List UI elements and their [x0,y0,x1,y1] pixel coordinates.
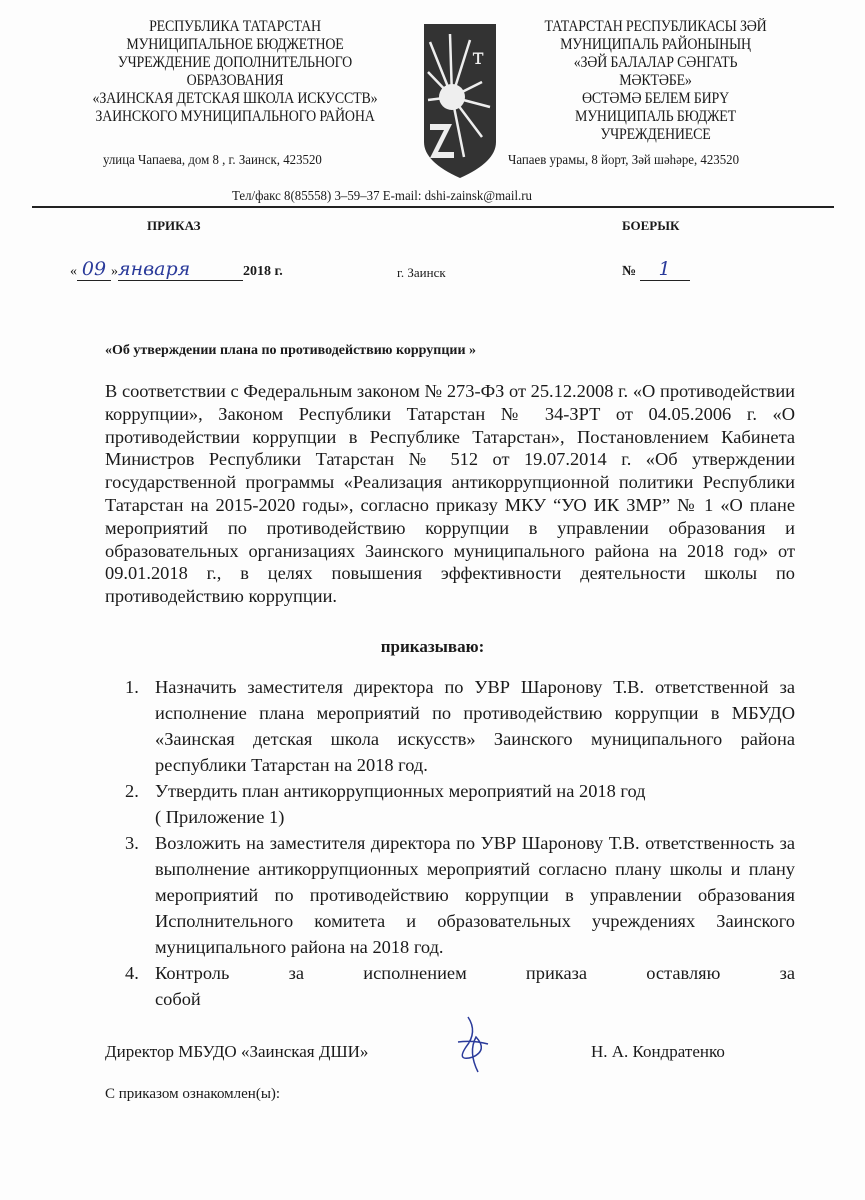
header-left-russian [60,18,411,126]
header-divider [32,206,834,208]
number-label: № [622,264,637,279]
date-year: 2018 г. [243,264,283,279]
item-text: Назначить заместителя директора по УВР Шаронову Т.В. ответственной за исполнение плана мероприятий по противодействию коррупции в МБУДО «Заинская детская школа искусств» Заинского муниципального района республики Татарстан на 2018 год. [155,677,795,775]
handwritten-signature [448,1012,498,1082]
address-tatar: Чапаев урамы, 8 йорт, Зәй шәһәре, 423520 [508,153,740,168]
item-subtext: ( Приложение 1) [155,807,285,827]
header-line: ЗАИНСКОГО МУНИЦИПАЛЬНОГО РАЙОНА [95,108,375,125]
svg-text:т: т [472,45,485,70]
list-item [105,960,795,1012]
coat-of-arms-logo [422,22,498,180]
orders-heading: приказываю: [380,637,485,656]
contacts: Тел/факс 8(85558) 3–59–37 E-mail: dshi-zainsk@mail.ru [232,189,532,204]
acquainted-label: С приказом ознакомлен(ы): [105,1086,281,1102]
item-number: 1. [125,677,139,697]
list-item [105,778,795,830]
address-russian: улица Чапаева, дом 8 , г. Заинск, 423520 [103,153,322,168]
date-month: января [118,258,243,281]
order-items [105,674,795,1012]
order-date: « 09 »января 2018 г. [70,258,283,280]
item-number: 4. [125,963,139,983]
header-line: «ЗАИНСКАЯ ДЕТСКАЯ ШКОЛА ИСКУССТВ» [92,90,378,107]
item-text: Контроль за исполнением приказа оставляю за собой [155,963,795,1009]
header-line: МӘКТӘБЕ» [619,72,692,89]
order-number [622,258,690,281]
header-line: ӨСТӘМӘ БЕЛЕМ БИРҮ [581,90,730,107]
number-value: 1 [640,258,690,281]
signature-position: Директор МБУДО «Заинская ДШИ» [105,1042,369,1061]
header-line: МУНИЦИПАЛЬ РАЙОНЫНЫҢ [560,36,751,53]
header-right-tatar [505,18,807,144]
date-day: 09 [77,258,111,281]
preamble: В соответствии с Федеральным законом № 273-ФЗ от 25.12.2008 г. «О противодействии коррупции», Законом Республики Татарстан № 34-ЗРТ от 04.05.2006 г. «О противодействии коррупции в Республике Татарстан», Постановлением Кабинета Министров Республики Татарстан № 512 от 19.07.2014 г. «Об утверждении государственной программы «Реализация антикоррупционной политики Республики Татарстан на 2015-2020 годы», согласно приказу МКУ “УО ИК ЗМР” № 1 «О плане мероприятий по противодействию коррупции в управлении образования и образовательных организациях Заинского муниципального района на 2018 год» от 09.01.2018 г., в целях повышения эффективности деятельности школы по противодействию коррупции. [105,381,795,607]
header-line: МУНИЦИПАЛЬНОЕ БЮДЖЕТНОЕ [126,36,344,53]
header-line: «ЗӘЙ БАЛАЛАР СӘНГАТЬ [573,54,738,71]
item-text: Возложить на заместителя директора по УВР Шаронову Т.В. ответственность за выполнение антикоррупционных мероприятий согласно плану школы и плану мероприятий по противодействию коррупции в управлении образования Исполнительного комитета и образовательных учреждениях Заинского муниципального района на 2018 год. [155,833,795,957]
item-number: 3. [125,833,139,853]
header-line: ТАТАРСТАН РЕСПУБЛИКАСЫ ЗӘЙ [544,18,767,35]
header-line: ОБРАЗОВАНИЯ [186,72,284,89]
item-number: 2. [125,781,139,801]
order-label-tt: БОЕРЫК [622,218,680,233]
header-line: УЧРЕЖДЕНИЕ ДОПОЛНИТЕЛЬНОГО [117,54,353,71]
list-item [105,674,795,778]
order-label-ru: ПРИКАЗ [147,218,201,233]
header-line: МУНИЦИПАЛЬ БЮДЖЕТ [575,108,736,125]
order-city: г. Заинск [397,265,446,280]
signature-name: Н. А. Кондратенко [591,1042,725,1061]
item-text: Утвердить план антикоррупционных мероприятий на 2018 год [155,781,646,801]
order-title: «Об утверждении плана по противодействию коррупции » [105,343,477,358]
header-line: УЧРЕЖДЕНИЕСЕ [600,126,711,143]
list-item [105,830,795,960]
header-line: РЕСПУБЛИКА ТАТАРСТАН [149,18,321,35]
